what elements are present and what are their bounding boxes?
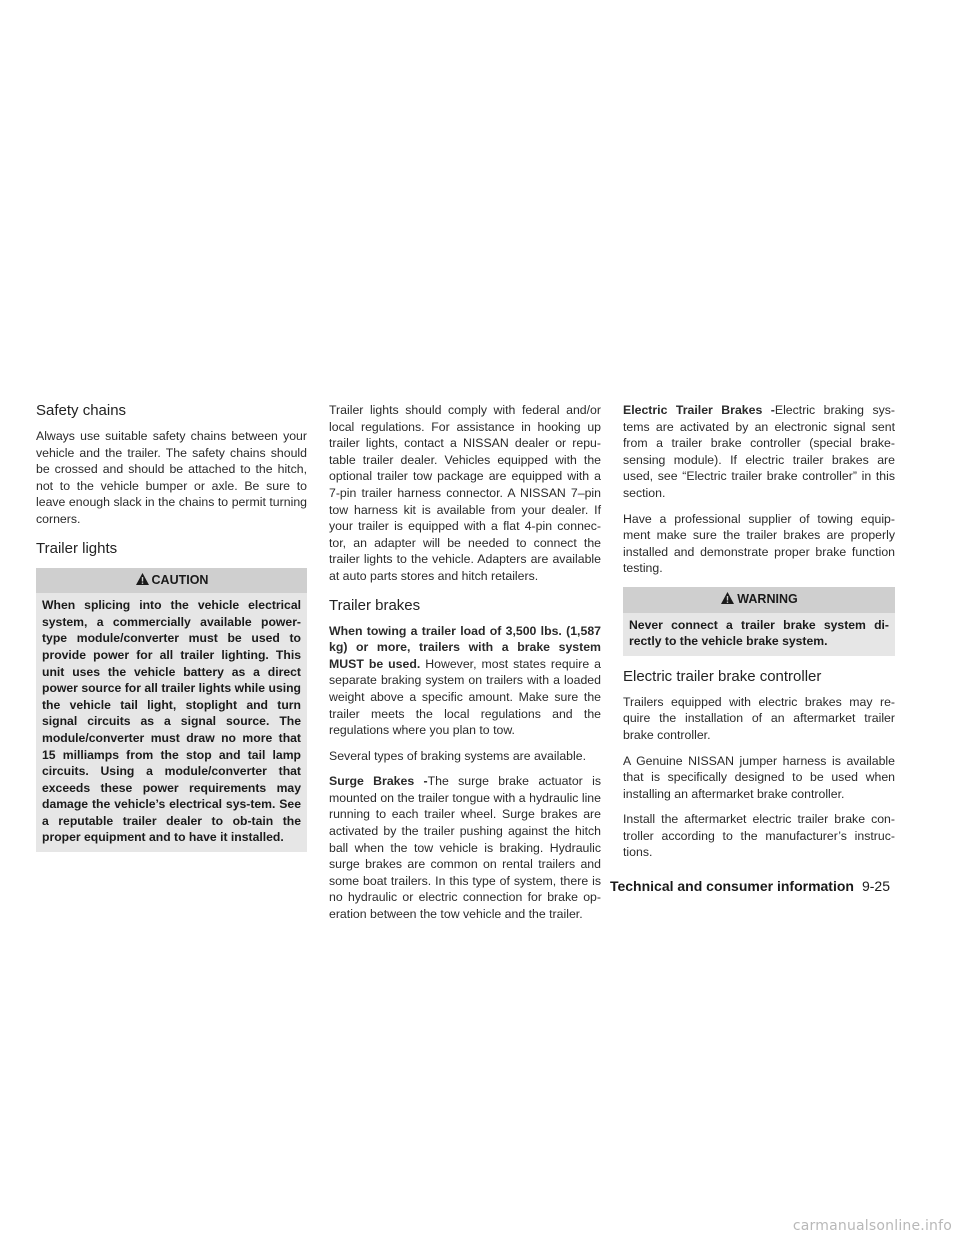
surge-brakes-paragraph	[329, 773, 601, 922]
brake-controller-text-3: Install the aftermarket electric trailer brake con-troller according to the manufacturer’s instruc-tions.	[623, 812, 895, 860]
warning-text: Never connect a trailer brake system di-rectly to the vehicle brake system.	[629, 617, 889, 649]
footer-section-title: Technical and consumer information	[609, 878, 854, 894]
brake-controller-text-2: A Genuine NISSAN jumper harness is available that is specifically designed to be used when installing an aftermarket brake controller.	[623, 753, 895, 801]
caution-box	[36, 568, 307, 853]
column-1	[36, 402, 307, 864]
warning-triangle-icon	[135, 572, 150, 591]
electric-brakes-paragraph	[623, 402, 895, 502]
electric-brakes-text: Electric braking sys-tems are activated by an electronic signal sent from a trailer brake controller (special brake-sensing module). If electric trailer brakes are used, see “Electric trailer brake controller” in this section.	[623, 403, 895, 500]
warning-title-bar	[623, 587, 895, 613]
page-footer	[610, 878, 890, 894]
column-3	[623, 402, 895, 870]
trailer-brakes-text: However, most states require a separate braking system on trailers with a loaded weight above a specific amount. Make sure the trailer meets the local regulations and the regulations where you plan to tow.	[329, 656, 601, 738]
professional-supplier-text: Have a professional supplier of towing equip-ment make sure the trailer brakes are properly installed and demonstrate proper brake function testing.	[623, 511, 895, 576]
surge-brakes-text: The surge brake actuator is mounted on the trailer tongue with a hydraulic line running to each trailer wheel. Surge brakes are activated by the trailer pushing against the hitch ball when the tow vehicle is braking. Hydraulic surge brakes are common on rental trailers and some boat trailers. In this type of system, there is no hydraulic or electric connection for brake op-eration between the tow vehicle and the trailer.	[329, 774, 601, 922]
safety-chains-heading: Safety chains	[36, 402, 127, 419]
watermark: carmanualsonline.info	[792, 1218, 952, 1234]
brake-controller-text-1: Trailers equipped with electric brakes may re-quire the installation of an aftermarket trailer brake controller.	[623, 694, 895, 742]
safety-chains-text: Always use suitable safety chains between your vehicle and the trailer. The safety chains should be crossed and should be attached to the hitch, not to the vehicle bumper or axle. Be sure to leave enough slack in the chains to permit turning corners.	[36, 429, 307, 526]
surge-brakes-label: Surge Brakes -	[329, 774, 428, 789]
trailer-brakes-paragraph	[329, 623, 601, 739]
trailer-brakes-bold: When towing a trailer load of 3,500 lbs. (1,587 kg) or more, trailers with a brake system MUST be used.	[329, 623, 601, 671]
caution-title-bar	[36, 568, 307, 594]
column-2	[329, 402, 601, 932]
warning-box	[623, 587, 895, 656]
page-number: 9-25	[861, 878, 890, 894]
trailer-lights-heading: Trailer lights	[36, 539, 118, 557]
braking-types-text: Several types of braking systems are available.	[329, 748, 586, 763]
warning-title: WARNING	[737, 591, 798, 606]
warning-triangle-icon	[720, 591, 735, 610]
caution-text: When splicing into the vehicle electrical system, a commercially available power-type module/converter must be used to provide power for all trailer lighting. This unit uses the vehicle battery as a direct power source for all trailer lights while using the vehicle tail light, stoplight and turn signal circuits as a signal source. The module/converter must draw no more that 15 milliamps from the stop and tail lamp circuits. Using a module/converter that exceeds these power requirements may damage the vehicle’s electrical sys-tem. See a reputable trailer dealer to ob-tain the proper equipment and to have it installed.	[42, 598, 301, 845]
trailer-lights-text: Trailer lights should comply with federal and/or local regulations. For assistance in hooking up trailer lights, contact a NISSAN dealer or repu-table trailer dealer. Vehicles equipped with the optional trailer tow package are equipped with a 7-pin trailer harness connector. A NISSAN 7–pin tow harness kit is available from your dealer. If your trailer is equipped with a flat 4-pin connec-tor, an adapter will be needed to connect the trailer lights to the vehicle. Adapters are available at auto parts stores and hitch retailers.	[329, 403, 601, 583]
caution-title: CAUTION	[151, 572, 209, 587]
brake-controller-heading: Electric trailer brake controller	[623, 667, 822, 685]
electric-brakes-label: Electric Trailer Brakes -	[623, 403, 775, 417]
trailer-brakes-heading: Trailer brakes	[329, 596, 421, 614]
